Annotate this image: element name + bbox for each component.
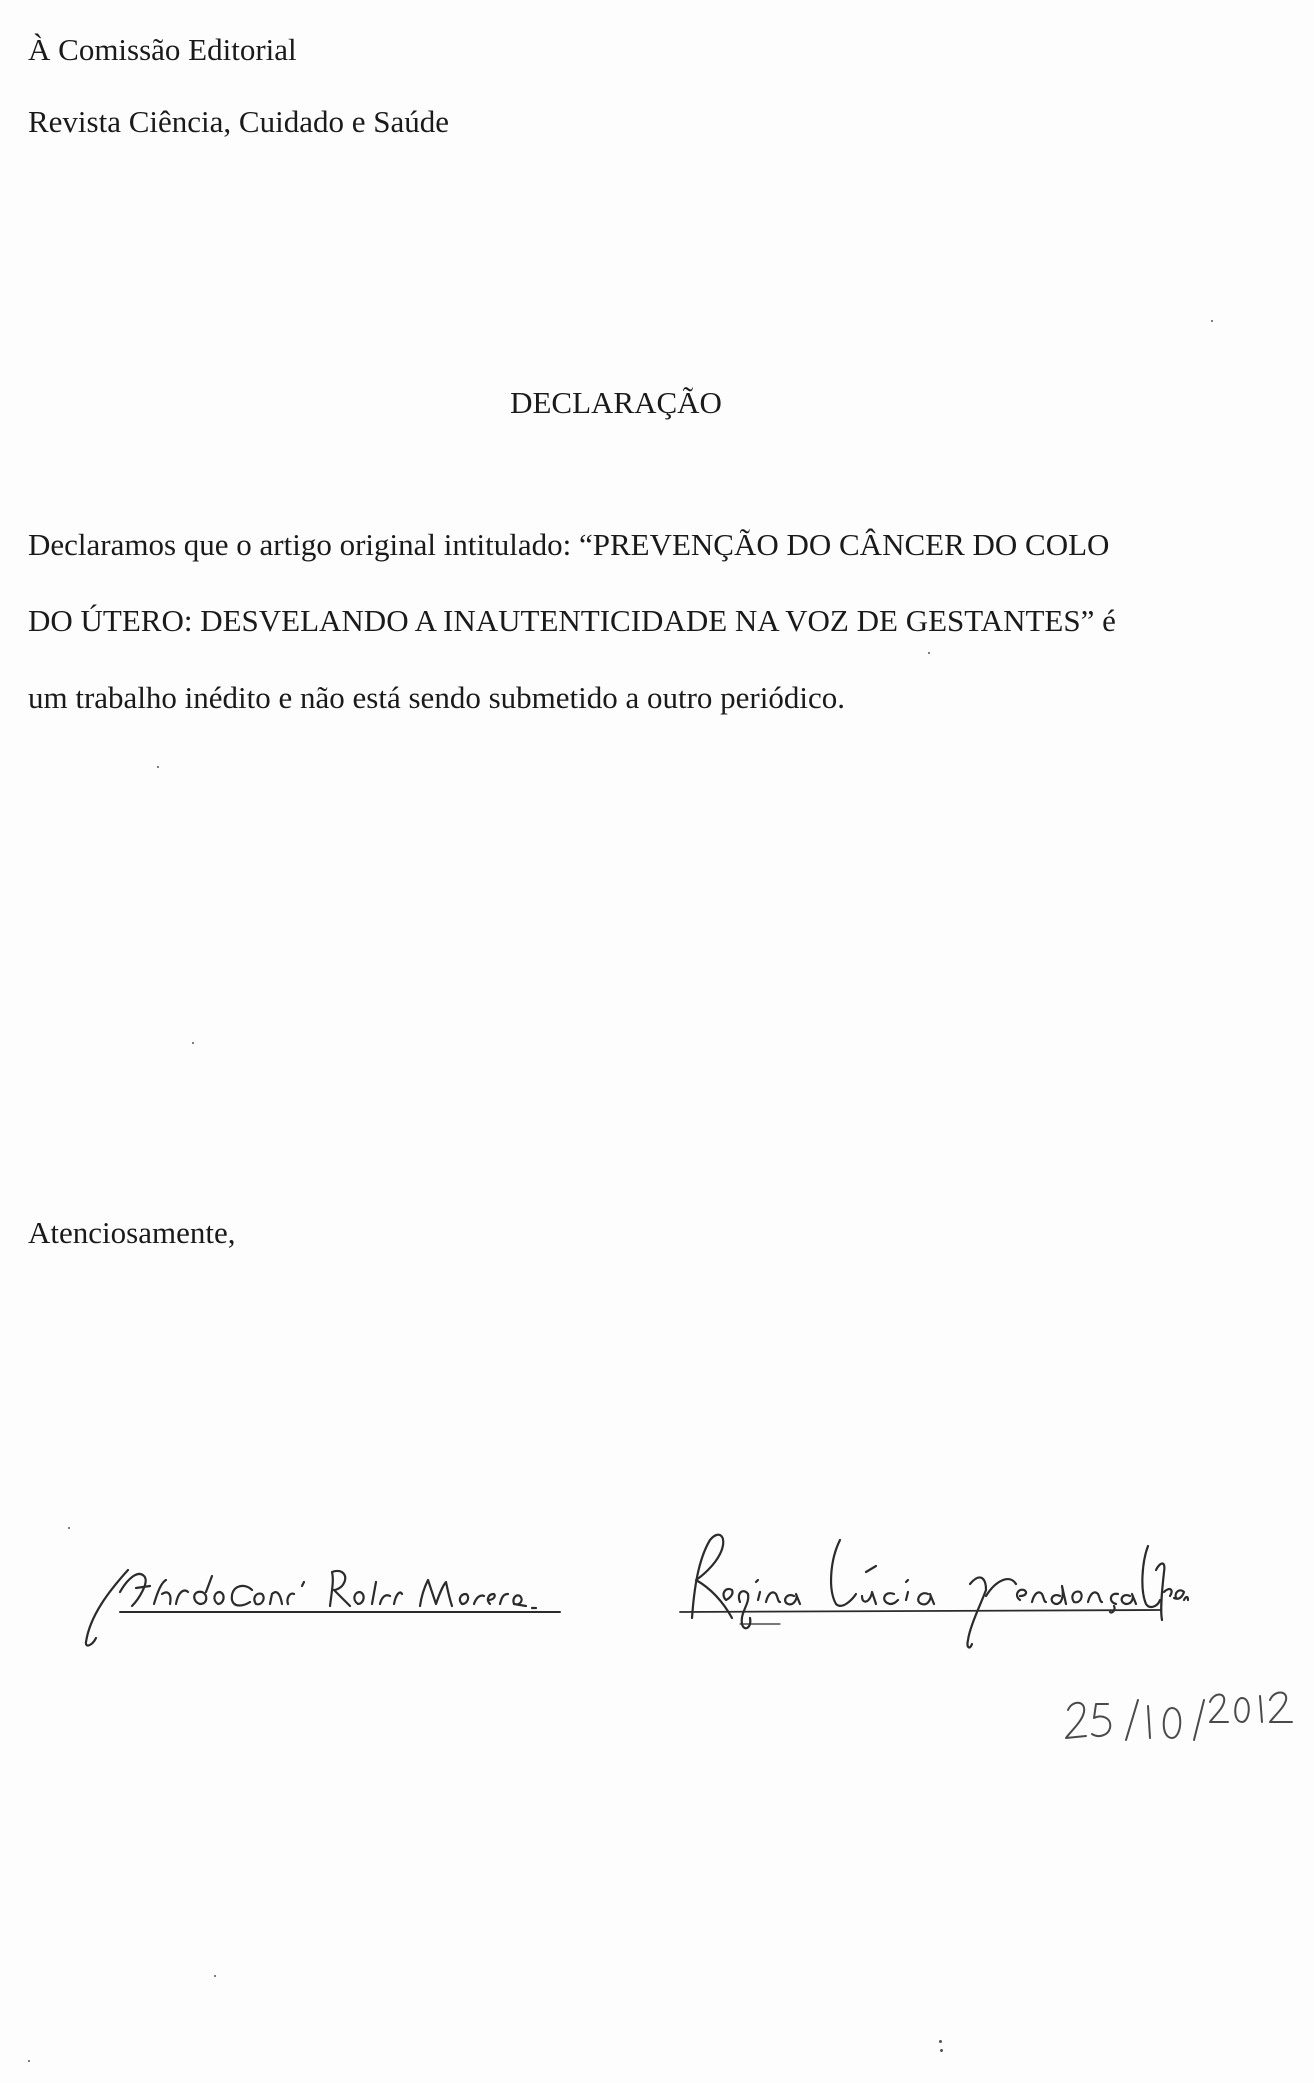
scan-speck (192, 1042, 194, 1044)
signature-right (670, 1500, 1190, 1660)
signature-left (80, 1520, 570, 1650)
recipient-line-2: Revista Ciência, Cuidado e Saúde (28, 104, 449, 139)
document-title: DECLARAÇÃO (510, 385, 722, 420)
scan-speck (68, 1527, 70, 1529)
scan-speck (928, 652, 930, 654)
body-line-2: DO ÚTERO: DESVELANDO A INAUTENTICIDADE NA VOZ DE GESTANTES” é (28, 603, 1116, 638)
scan-speck (1211, 320, 1213, 322)
scan-speck (157, 766, 159, 768)
handwritten-date (1060, 1670, 1300, 1750)
body-line-3: um trabalho inédito e não está sendo submetido a outro periódico. (28, 680, 845, 715)
scan-speck (939, 2040, 942, 2043)
scan-speck (940, 2049, 943, 2052)
scan-speck (28, 2060, 30, 2062)
recipient-line-1: À Comissão Editorial (28, 32, 297, 67)
closing-salutation: Atenciosamente, (28, 1215, 236, 1250)
scan-speck (214, 1975, 216, 1977)
body-line-1: Declaramos que o artigo original intitulado: “PREVENÇÃO DO CÂNCER DO COLO (28, 527, 1110, 562)
